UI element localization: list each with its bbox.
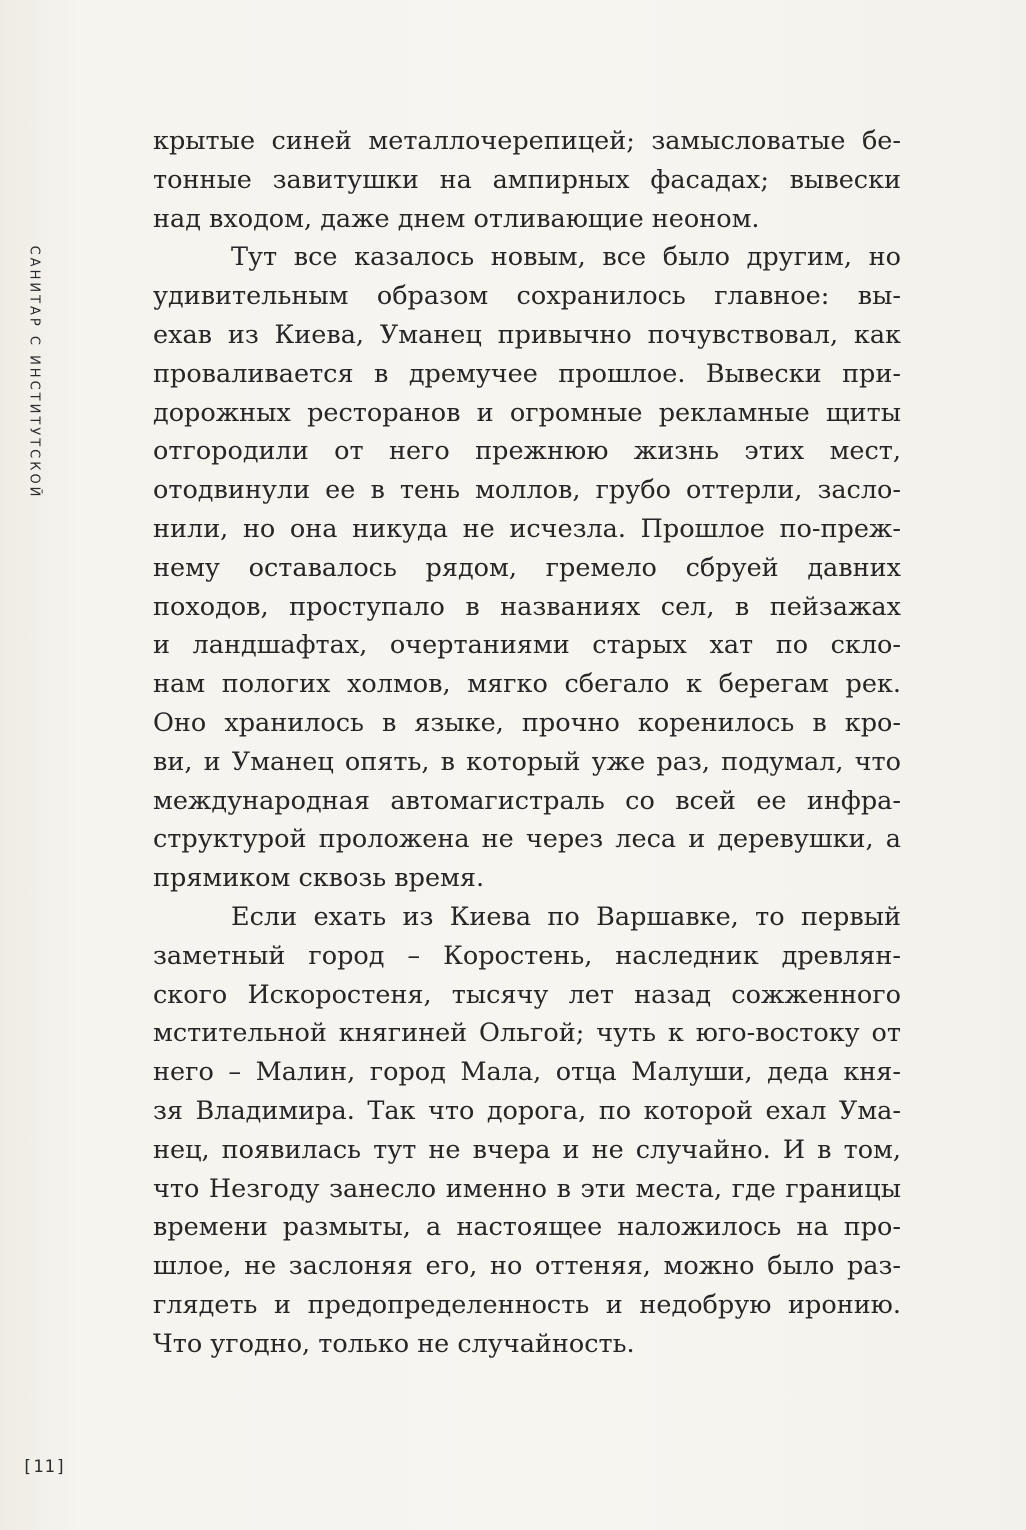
text-line: удивительным образом сохранилось главное: вы- xyxy=(153,281,901,312)
text-line: и ландшафтах, очертаниями старых хат по скло- xyxy=(153,630,901,661)
text-line: нили, но она никуда не исчезла. Прошлое по-преж- xyxy=(153,513,901,544)
text-line: шлое, не заслоняя его, но оттеняя, можно было раз- xyxy=(153,1251,901,1282)
text-line: времени размыты, а настоящее наложилось на про- xyxy=(153,1212,901,1243)
text-line: нец, появилась тут не вчера и не случайно. И в том, xyxy=(153,1134,901,1165)
text-line: Тут все казалось новым, все было другим, но xyxy=(231,242,901,273)
text-line: отодвинули ее в тень моллов, грубо оттерли, засло- xyxy=(153,475,901,506)
text-line: Оно хранилось в языке, прочно коренилось в кро- xyxy=(153,707,901,738)
text-line: ви, и Уманец опять, в который уже раз, подумал, что xyxy=(153,746,901,777)
text-line: крытые синей металлочерепицей; замысловатые бе- xyxy=(153,126,901,156)
running-head-text: САНИТАР С ИНСТИТУТСКОЙ xyxy=(26,245,42,500)
text-line: мстительной княгиней Ольгой; чуть к юго-востоку от xyxy=(153,1018,901,1049)
running-head xyxy=(20,245,48,500)
text-line: структурой проложена не через леса и деревушки, а xyxy=(153,824,901,855)
text-line: отгородили от него прежнюю жизнь этих мест, xyxy=(153,436,901,467)
text-line: дорожных ресторанов и огромные рекламные щиты xyxy=(153,397,901,428)
text-line: него – Малин, город Мала, отца Малуши, деда кня- xyxy=(153,1057,901,1088)
text-line: ехав из Киева, Уманец привычно почувствовал, как xyxy=(153,319,901,350)
text-line: прямиком сквозь время. xyxy=(153,863,485,894)
text-line: над входом, даже днем отливающие неоном. xyxy=(153,203,760,234)
text-line: глядеть и предопределенность и недобрую иронию. xyxy=(153,1289,901,1320)
page-number: [11] xyxy=(22,1457,67,1477)
text-line: международная автомагистраль со всей ее инфра- xyxy=(153,785,901,816)
body-text xyxy=(153,122,901,1364)
text-line: Что угодно, только не случайность. xyxy=(153,1328,635,1359)
text-line: нему оставалось рядом, гремело сбруей давних xyxy=(153,552,901,583)
text-line: проваливается в дремучее прошлое. Вывески при- xyxy=(153,358,901,389)
text-line: походов, проступало в названиях сел, в пейзажах xyxy=(153,591,901,622)
text-line: ского Искоростеня, тысячу лет назад сожженного xyxy=(153,979,901,1010)
text-line: зя Владимира. Так что дорога, по которой ехал Ума- xyxy=(153,1095,901,1126)
text-line: тонные завитушки на ампирных фасадах; вывески xyxy=(153,164,901,195)
text-line: Если ехать из Киева по Варшавке, то первый xyxy=(231,901,901,932)
text-line: что Незгоду занесло именно в эти места, где границы xyxy=(153,1173,901,1204)
text-line: нам пологих холмов, мягко сбегало к берегам рек. xyxy=(153,669,901,700)
text-line: заметный город – Коростень, наследник древлян- xyxy=(153,940,901,971)
